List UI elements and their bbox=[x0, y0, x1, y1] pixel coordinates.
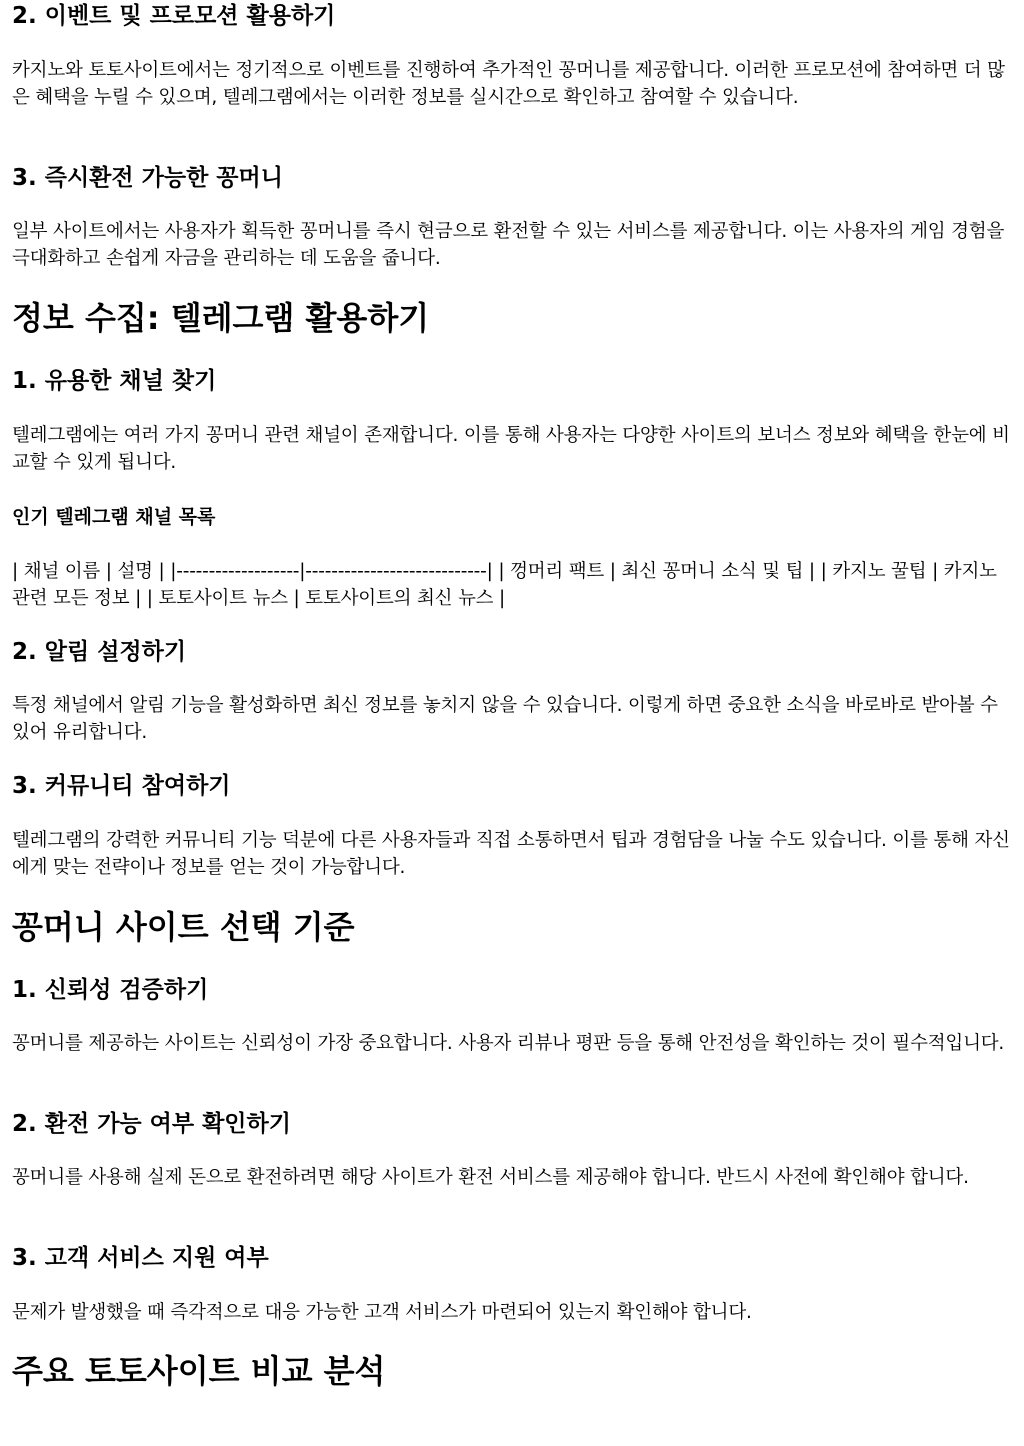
subheading-popular-channels: 인기 텔레그램 채널 목록 bbox=[12, 506, 216, 528]
section-heading-instant-exchange: 3. 즉시환전 가능한 꽁머니 bbox=[12, 165, 283, 191]
section-heading-find-channels: 1. 유용한 채널 찾기 bbox=[12, 368, 217, 394]
section-heading-trust: 1. 신뢰성 검증하기 bbox=[12, 977, 209, 1003]
paragraph-find-channels: 텔레그램에는 여러 가지 꽁머니 관련 채널이 존재합니다. 이를 통해 사용자는 다양한 사이트의 보너스 정보와 혜택을 한눈에 비교할 수 있게 됩니다. bbox=[12, 425, 1010, 473]
section-heading-events: 2. 이벤트 및 프로모션 활용하기 bbox=[12, 3, 336, 29]
paragraph-community: 텔레그램의 강력한 커뮤니티 기능 덕분에 다른 사용자들과 직접 소통하면서 팁과 경험담을 나눌 수도 있습니다. 이를 통해 자신에게 맞는 전략이나 정보를 얻는 것이 가능합니다. bbox=[12, 830, 1010, 878]
section-heading-community: 3. 커뮤니티 참여하기 bbox=[12, 773, 231, 799]
channel-table-text: | 채널 이름 | 설명 | |-------------------|----------------------------| | 껑머리 팩트 | 최신 꽁머니 소식 및 팁 | | 카지노 꿀팁 | 카지노 관련 모든 정보 | | 토토사이트 뉴스 | 토토사이트의 최신 뉴스 | bbox=[12, 561, 997, 609]
paragraph-customer-support: 문제가 발생했을 때 즉각적으로 대응 가능한 고객 서비스가 마련되어 있는지 확인해야 합니다. bbox=[12, 1302, 752, 1323]
section-heading-customer-support: 3. 고객 서비스 지원 여부 bbox=[12, 1245, 269, 1271]
section-title-site-comparison: 주요 토토사이트 비교 분석 bbox=[12, 1352, 386, 1390]
section-title-selection-criteria: 꽁머니 사이트 선택 기준 bbox=[12, 908, 355, 946]
section-title-telegram-info: 정보 수집: 텔레그램 활용하기 bbox=[12, 299, 430, 337]
section-heading-alerts: 2. 알림 설정하기 bbox=[12, 639, 187, 665]
paragraph-exchange-check: 꽁머니를 사용해 실제 돈으로 환전하려면 해당 사이트가 환전 서비스를 제공해야 합니다. 반드시 사전에 확인해야 합니다. bbox=[12, 1167, 969, 1188]
paragraph-instant-exchange: 일부 사이트에서는 사용자가 획득한 꽁머니를 즉시 현금으로 환전할 수 있는 서비스를 제공합니다. 이는 사용자의 게임 경험을 극대화하고 손쉽게 자금을 관리하는 데 도움을 줍니다. bbox=[12, 221, 1005, 269]
paragraph-events: 카지노와 토토사이트에서는 정기적으로 이벤트를 진행하여 추가적인 꽁머니를 제공합니다. 이러한 프로모션에 참여하면 더 많은 혜택을 누릴 수 있으며, 텔레그램에서는 이러한 정보를 실시간으로 확인하고 참여할 수 있습니다. bbox=[12, 60, 1005, 108]
paragraph-trust: 꽁머니를 제공하는 사이트는 신뢰성이 가장 중요합니다. 사용자 리뷰나 평판 등을 통해 안전성을 확인하는 것이 필수적입니다. bbox=[12, 1033, 1005, 1054]
paragraph-alerts: 특정 채널에서 알림 기능을 활성화하면 최신 정보를 놓치지 않을 수 있습니다. 이렇게 하면 중요한 소식을 바로바로 받아볼 수 있어 유리합니다. bbox=[12, 695, 998, 743]
section-heading-exchange-check: 2. 환전 가능 여부 확인하기 bbox=[12, 1111, 291, 1137]
